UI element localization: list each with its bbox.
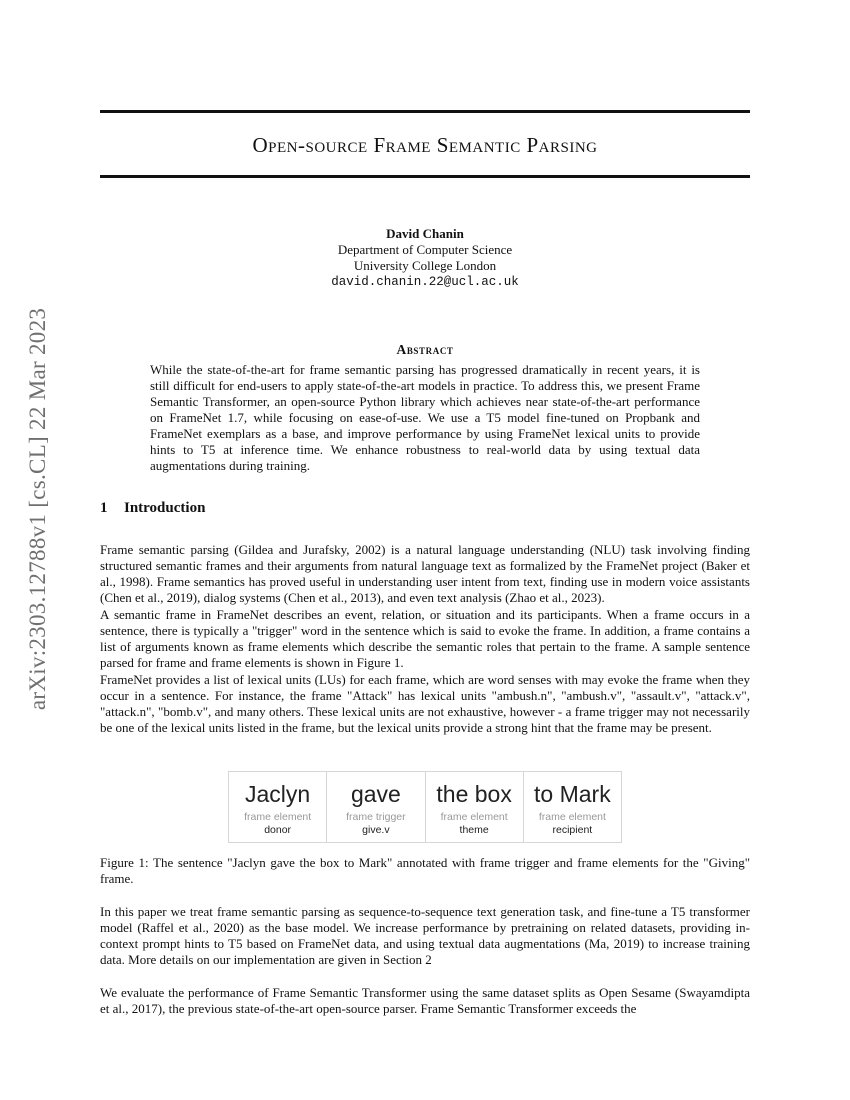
figure-role: frame element — [244, 811, 312, 823]
figure-value: recipient — [552, 824, 593, 836]
author-email: david.chanin.22@ucl.ac.uk — [331, 275, 519, 289]
author-name: David Chanin — [386, 226, 464, 241]
abstract-body: While the state-of-the-art for frame semantic parsing has progressed dramatically in recent years, it is still difficult for end-users to apply state-of-the-art models in practice. To address this, we present Frame Semantic Transformer, an open-source Python library which achieves near state-of-the-art performance on FrameNet 1.7, while focusing on ease-of-use. We use a T5 model fine-tuned on Propbank and FrameNet exemplars as a base, and improve performance by using FrameNet lexical units to provide hints to T5 at inference time. We enhance robustness to real-world data by using textual data augmentations during training. — [150, 362, 700, 473]
figure-1 — [228, 771, 622, 843]
figure-word: to Mark — [534, 781, 611, 807]
figure-word: Jaclyn — [245, 781, 311, 807]
figure-cell-gave — [327, 772, 425, 842]
section-number: 1 — [100, 500, 108, 516]
figure-role: frame element — [440, 811, 508, 823]
figure-value: theme — [459, 824, 489, 836]
title-bottom-rule — [100, 175, 750, 178]
figure-value: donor — [264, 824, 292, 836]
author-institution: University College London — [353, 258, 497, 273]
figure-word: the box — [436, 781, 512, 807]
intro-paragraph-2: A semantic frame in FrameNet describes an event, relation, or situation and its participants. When a frame occurs in a sentence, there is typically a "trigger" word in the sentence which is said to evoke the frame. In addition, a frame contains a list of arguments known as frame elements which describe the semantic roles that pertain to the frame. A sample sentence parsed for frame and frame elements is shown in Figure 1. — [100, 607, 750, 670]
figure-cell-the-box — [426, 772, 524, 842]
figure-role: frame element — [538, 811, 606, 823]
title-top-rule — [100, 110, 750, 113]
intro-paragraph-4: In this paper we treat frame semantic parsing as sequence-to-sequence text generation task, and fine-tune a T5 transformer model (Raffel et al., 2020) as the base model. We increase performance by pretraining on related datasets, providing in-context prompt hints to T5 based on FrameNet data, and using textual data augmentations (Ma, 2019) to increase training data. More details on our implementation are given in Section 2 — [100, 904, 750, 967]
intro-paragraph-5: We evaluate the performance of Frame Semantic Transformer using the same dataset splits as Open Sesame (Swayamdipta et al., 2017), the previous state-of-the-art open-source parser. Frame Semantic Transformer exceeds the — [100, 985, 750, 1016]
abstract-heading: Abstract — [396, 342, 454, 357]
section-title: Introduction — [124, 500, 206, 516]
arxiv-stamp — [18, 294, 58, 724]
figure-cell-jaclyn — [229, 772, 327, 842]
figure-role: frame trigger — [346, 811, 406, 823]
intro-paragraph-3: FrameNet provides a list of lexical units (LUs) for each frame, which are word senses with may evoke the frame when they occur in a sentence. For instance, the frame "Attack" has lexical units "ambush.n", "ambush.v", "assault.v", "attack.v", "attack.n", "bomb.v", and many others. These lexical units are not exhaustive, however - a frame trigger may not necessarily be one of the lexical units listed in the frame, but the lexical units provide a strong hint that the frame may be present. — [100, 672, 750, 735]
author-block — [100, 226, 750, 290]
intro-paragraph-1: Frame semantic parsing (Gildea and Jurafsky, 2002) is a natural language understanding (NLU) task involving finding structured semantic frames and their arguments from natural language text as formalized by the FrameNet project (Baker et al., 1998). Frame semantics has proved useful in understanding user intent from text, finding use in modern voice assistants (Chen et al., 2019), dialog systems (Chen et al., 2013), and even text analysis (Zhao et al., 2023). — [100, 542, 750, 605]
paper-title: Open-source Frame Semantic Parsing — [252, 133, 598, 157]
figure-word: gave — [350, 781, 401, 807]
section-heading — [100, 500, 205, 517]
figure-cell-to-mark — [524, 772, 621, 842]
figure-caption: Figure 1: The sentence "Jaclyn gave the box to Mark" annotated with frame trigger and frame elements for the "Giving" frame. — [100, 855, 750, 886]
figure-value: give.v — [362, 824, 390, 836]
arxiv-stamp-text: arXiv:2303.12788v1 [cs.CL] 22 Mar 2023 — [25, 307, 50, 711]
author-department: Department of Computer Science — [337, 242, 513, 257]
